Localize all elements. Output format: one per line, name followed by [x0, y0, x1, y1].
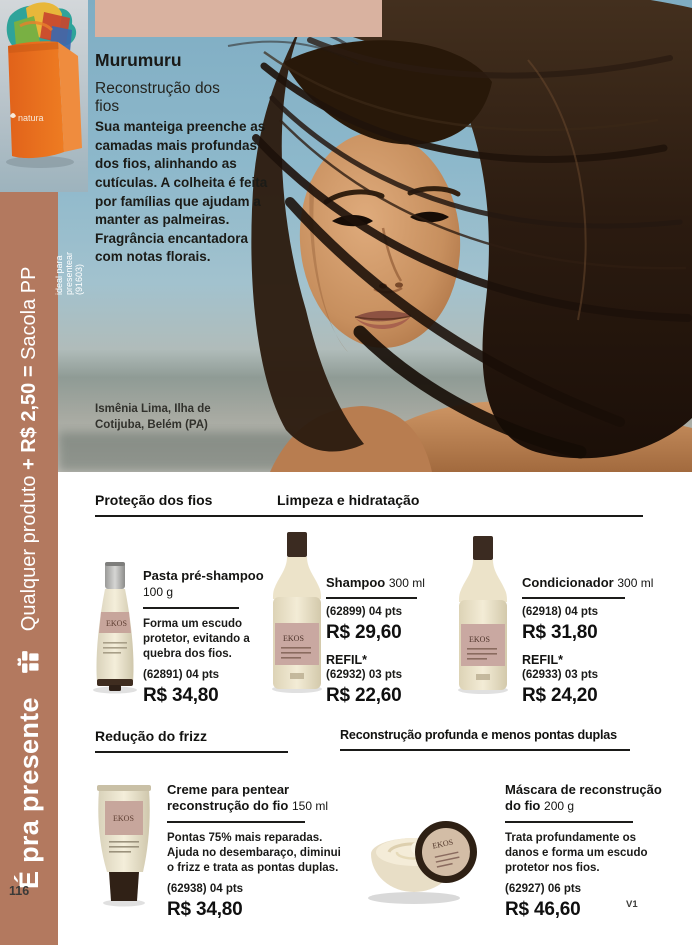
- product-image-shampoo: [266, 527, 328, 694]
- shampoo-label-brand: EKOS: [283, 634, 304, 643]
- section-title-protecao: Proteção dos fios: [95, 492, 278, 517]
- product-card-shampoo: [326, 575, 456, 707]
- product-name-text: Condicionador: [522, 575, 614, 590]
- section-title-limpeza: Limpeza e hidratação: [277, 492, 643, 517]
- product-price: R$ 31,80: [522, 622, 598, 644]
- product-card-condicionador: [522, 575, 657, 707]
- creme-label-brand: EKOS: [113, 814, 134, 823]
- note-line-1: ideal para: [54, 255, 64, 295]
- bag-brand-logo: natura: [18, 113, 44, 123]
- refill-label: REFIL*: [326, 653, 367, 668]
- hero-description: Sua manteiga preenche as camadas mais profundas dos fios, alinhando as cutículas. A colheita é feita por famílias que ajudam a manter as palmeiras. Fragrância encantadora com notas florais.: [95, 119, 268, 265]
- divider: [505, 821, 633, 823]
- product-description: Trata profundamente os danos e forma um escudo protetor nos fios.: [505, 831, 648, 874]
- product-price: R$ 29,60: [326, 622, 402, 644]
- pasta-label-brand: EKOS: [106, 619, 127, 628]
- refill-label: REFIL*: [522, 653, 563, 668]
- product-code: (62918) 04 pts: [522, 606, 599, 619]
- product-code: (62927) 06 pts: [505, 883, 582, 896]
- condicionador-label-brand: EKOS: [469, 635, 490, 644]
- refill-code: (62932) 03 pts: [326, 669, 403, 682]
- section-title-frizz: Redução do frizz: [95, 728, 288, 753]
- gift-icon: [16, 649, 42, 675]
- product-size: 200 g: [544, 799, 575, 814]
- product-image-creme: [90, 783, 158, 907]
- promo-price: + R$ 2,50 =: [17, 359, 40, 470]
- page-number: 116: [9, 884, 30, 898]
- version-code: V1: [626, 899, 638, 910]
- promo-product: Sacola PP: [17, 266, 40, 360]
- gift-bag-illustration: [0, 0, 88, 192]
- product-price: R$ 34,80: [167, 899, 243, 921]
- product-description: Forma um escudo protetor, evitando a quebra dos fios.: [143, 617, 250, 660]
- product-size: 300 ml: [388, 576, 425, 590]
- product-size: 300 ml: [617, 576, 654, 590]
- product-name-text: Shampoo: [326, 575, 386, 590]
- product-price: R$ 34,80: [143, 685, 219, 707]
- hero-title: Murumuru: [95, 50, 182, 70]
- note-line-2: presentear: [64, 251, 75, 295]
- refill-code: (62933) 03 pts: [522, 669, 599, 682]
- product-name: [143, 568, 271, 601]
- product-price: R$ 46,60: [505, 899, 581, 921]
- divider: [143, 607, 239, 609]
- refill-price: R$ 22,60: [326, 685, 402, 707]
- divider: [167, 821, 305, 823]
- gift-bag-photo: [0, 0, 88, 192]
- product-description: Pontas 75% mais reparadas. Ajuda no desembaraço, diminui o frizz e trata as pontas duplas.: [167, 831, 341, 874]
- divider: [522, 597, 625, 599]
- product-name-text: Máscara de reconstrução do fio: [505, 782, 662, 814]
- product-image-mascara: [358, 794, 480, 907]
- top-accent-bar: [95, 0, 382, 37]
- note-line-3: (91603): [74, 263, 85, 295]
- product-name-text: Pasta pré-shampoo: [143, 568, 264, 583]
- product-card-mascara: [505, 782, 665, 921]
- product-code: (62891) 04 pts: [143, 669, 220, 682]
- product-name: [522, 575, 657, 591]
- sidebar-promo: [18, 267, 41, 632]
- product-size: 100 g: [143, 585, 174, 600]
- mascara-label-brand: EKOS: [431, 837, 454, 851]
- product-image-condicionador: [452, 532, 514, 695]
- divider: [326, 597, 417, 599]
- refill-price: R$ 24,20: [522, 685, 598, 707]
- hero-subtitle: Reconstrução dos fios: [95, 80, 220, 116]
- section-title-reconstrucao: Reconstrução profunda e menos pontas duplas: [340, 728, 630, 751]
- product-card-pasta: [143, 568, 271, 707]
- product-code: (62899) 04 pts: [326, 606, 403, 619]
- product-code: (62938) 04 pts: [167, 883, 244, 896]
- hero-caption: Ismênia Lima, Ilha de Cotijuba, Belém (PA): [95, 403, 211, 431]
- product-name: [326, 575, 456, 591]
- product-name: [167, 782, 342, 815]
- product-name-text: Creme para pentear reconstrução do fio: [167, 782, 290, 814]
- product-name: [505, 782, 665, 815]
- product-card-creme: [167, 782, 342, 921]
- product-image-pasta: [88, 560, 142, 694]
- promo-prefix: Qualquer produto: [17, 469, 40, 632]
- sidebar-slogan: É pra presente: [13, 697, 44, 889]
- product-size: 150 ml: [291, 799, 329, 814]
